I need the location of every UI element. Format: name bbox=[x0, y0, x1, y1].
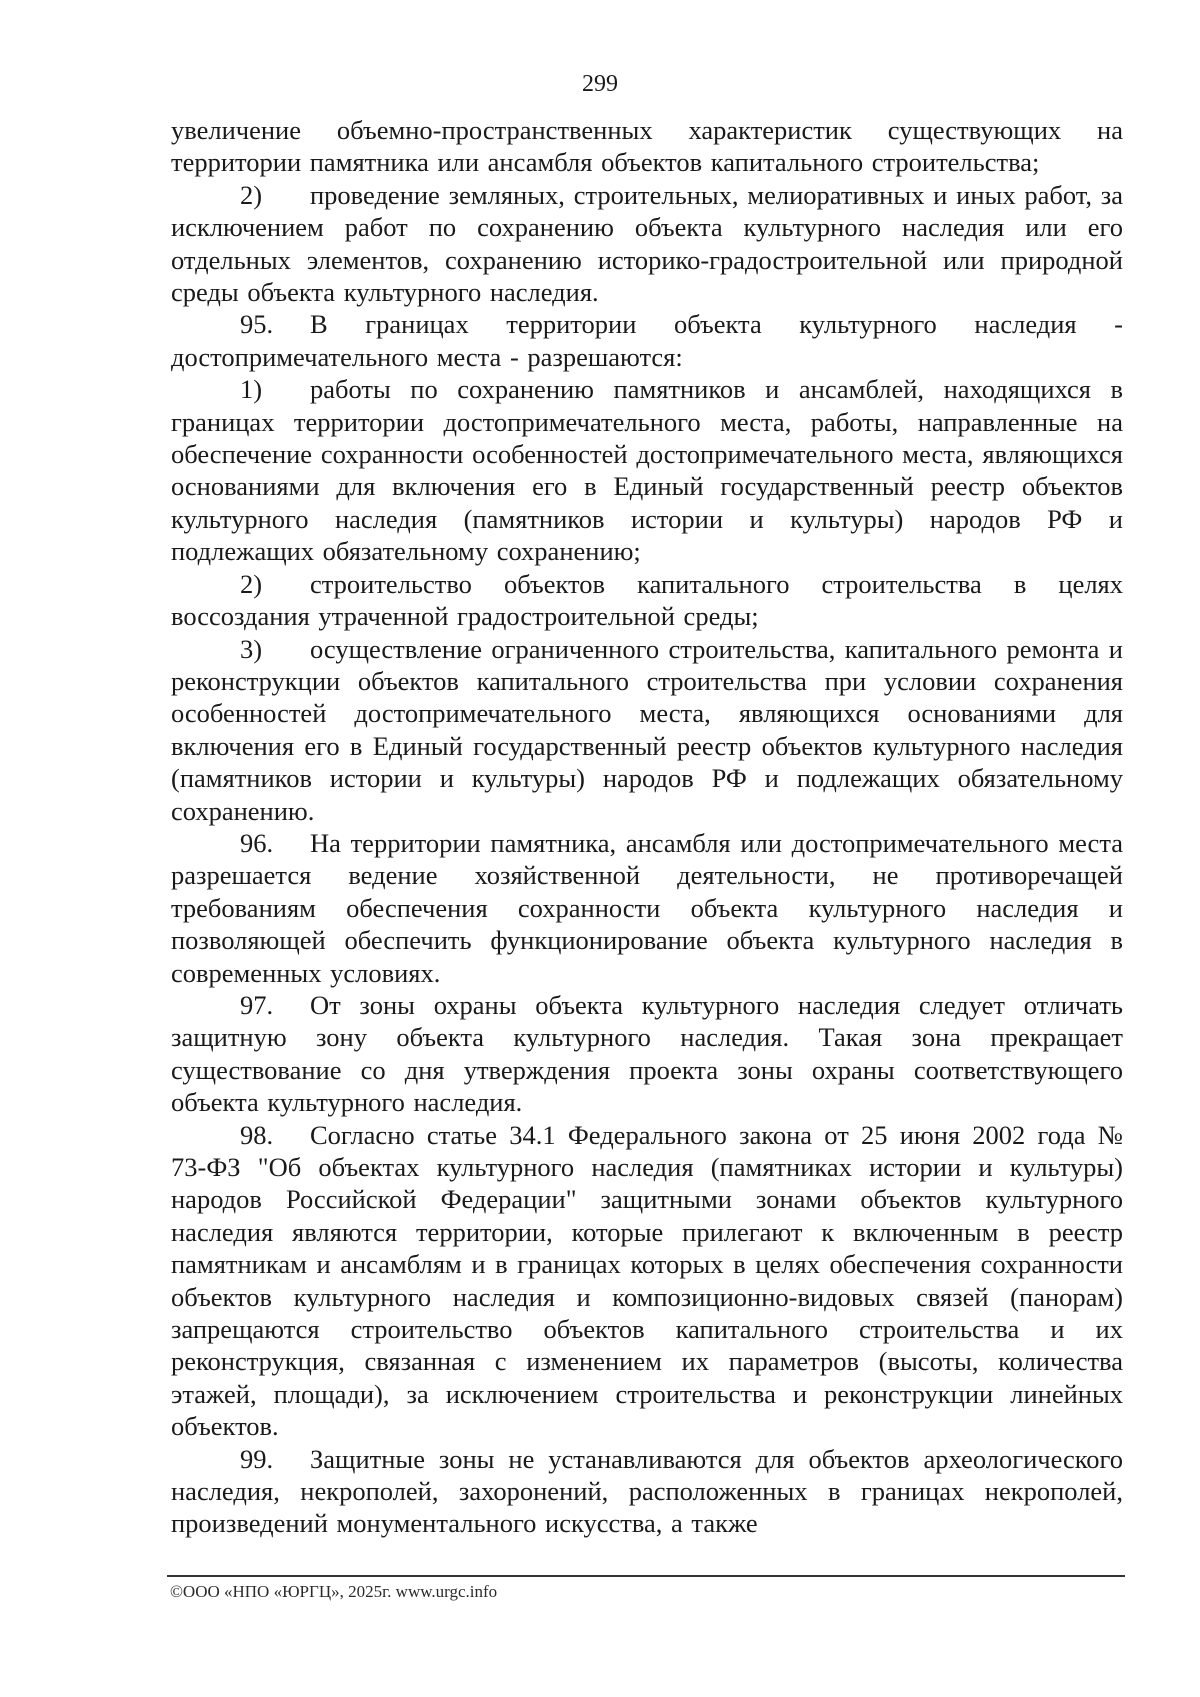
paragraph-text: От зоны охраны объекта культурного наследия следует отличать защитную зону объекта культурного наследия. Такая зона прекращает существование со дня утверждения проекта зоны охраны соответствующего объекта культурного наследия. bbox=[171, 989, 1123, 1118]
paragraph-text: строительство объектов капитального строительства в целях воссоздания утраченной градостроительной среды; bbox=[171, 568, 1123, 632]
paragraph bbox=[171, 308, 1123, 373]
section-number: 99. bbox=[240, 1443, 274, 1474]
paragraph bbox=[171, 989, 1123, 1119]
paragraph bbox=[171, 1443, 1123, 1540]
paragraph bbox=[171, 568, 1123, 633]
paragraph-text: Согласно статье 34.1 Федерального закона от 25 июня 2002 года № 73-ФЗ "Об объектах культурного наследия (памятниках истории и культуры) народов Российской Федерации" защитными зонами объектов культурного наследия являются территории, которые прилегают к включенным в реестр памятникам и ансамблям и в границах которых в целях обеспечения сохранности объектов культурного наследия и композиционно-видовых связей (панорам) запрещаются строительство объектов капитального строительства и их реконструкция, связанная с изменением их параметров (высоты, количества этажей, площади), за исключением строительства и реконструкции линейных объектов. bbox=[171, 1119, 1123, 1442]
paragraph-text: увеличение объемно-пространственных характеристик существующих на территории памятника или ансамбля объектов капитального строительства; bbox=[171, 115, 1123, 178]
document-body bbox=[171, 114, 1123, 1540]
list-marker: 1) bbox=[240, 374, 263, 405]
section-number: 98. bbox=[240, 1119, 274, 1150]
section-number: 95. bbox=[240, 309, 274, 340]
paragraph bbox=[171, 373, 1123, 567]
section-number: 97. bbox=[240, 989, 274, 1020]
paragraph bbox=[171, 1119, 1123, 1443]
footer-copyright: ©ООО «НПО «ЮРГЦ», 2025г. www.urgc.info bbox=[170, 1582, 498, 1601]
paragraph bbox=[171, 114, 1123, 179]
paragraph bbox=[171, 179, 1123, 309]
paragraph-text: На территории памятника, ансамбля или достопримечательного места разрешается ведение хозяйственной деятельности, не противоречащей требованиям обеспечения сохранности объекта культурного наследия и позволяющей обеспечить функционирование объекта культурного наследия в современных условиях. bbox=[171, 827, 1123, 988]
list-marker: 2) bbox=[240, 179, 263, 210]
footer-divider bbox=[167, 1575, 1125, 1577]
paragraph bbox=[171, 827, 1123, 989]
paragraph-text: проведение земляных, строительных, мелиоративных и иных работ, за исключением работ по сохранению объекта культурного наследия или его отдельных элементов, сохранению историко-градостроительной или природной среды объекта культурного наследия. bbox=[171, 179, 1123, 308]
paragraph-text: В границах территории объекта культурного наследия - достопримечательного места - разрешаются: bbox=[171, 309, 1123, 372]
page-number: 299 bbox=[582, 71, 618, 97]
paragraph bbox=[171, 633, 1123, 827]
list-marker: 3) bbox=[240, 633, 263, 664]
paragraph-text: осуществление ограниченного строительства, капитального ремонта и реконструкции объектов капитального строительства при условии сохранения особенностей достопримечательного места, являющихся основаниями для включения его в Единый государственный реестр объектов культурного наследия (памятников истории и культуры) народов РФ и подлежащих обязательному сохранению. bbox=[171, 633, 1123, 826]
section-number: 96. bbox=[240, 827, 274, 858]
list-marker: 2) bbox=[240, 568, 263, 599]
paragraph-text: работы по сохранению памятников и ансамблей, находящихся в границах территории достопримечательного места, работы, направленные на обеспечение сохранности особенностей достопримечательного места, являющихся основаниями для включения его в Единый государственный реестр объектов культурного наследия (памятников истории и культуры) народов РФ и подлежащих обязательному сохранению; bbox=[171, 374, 1123, 567]
paragraph-text: Защитные зоны не устанавливаются для объектов археологического наследия, некрополей, захоронений, расположенных в границах некрополей, произведений монументального искусства, а также bbox=[171, 1443, 1123, 1539]
